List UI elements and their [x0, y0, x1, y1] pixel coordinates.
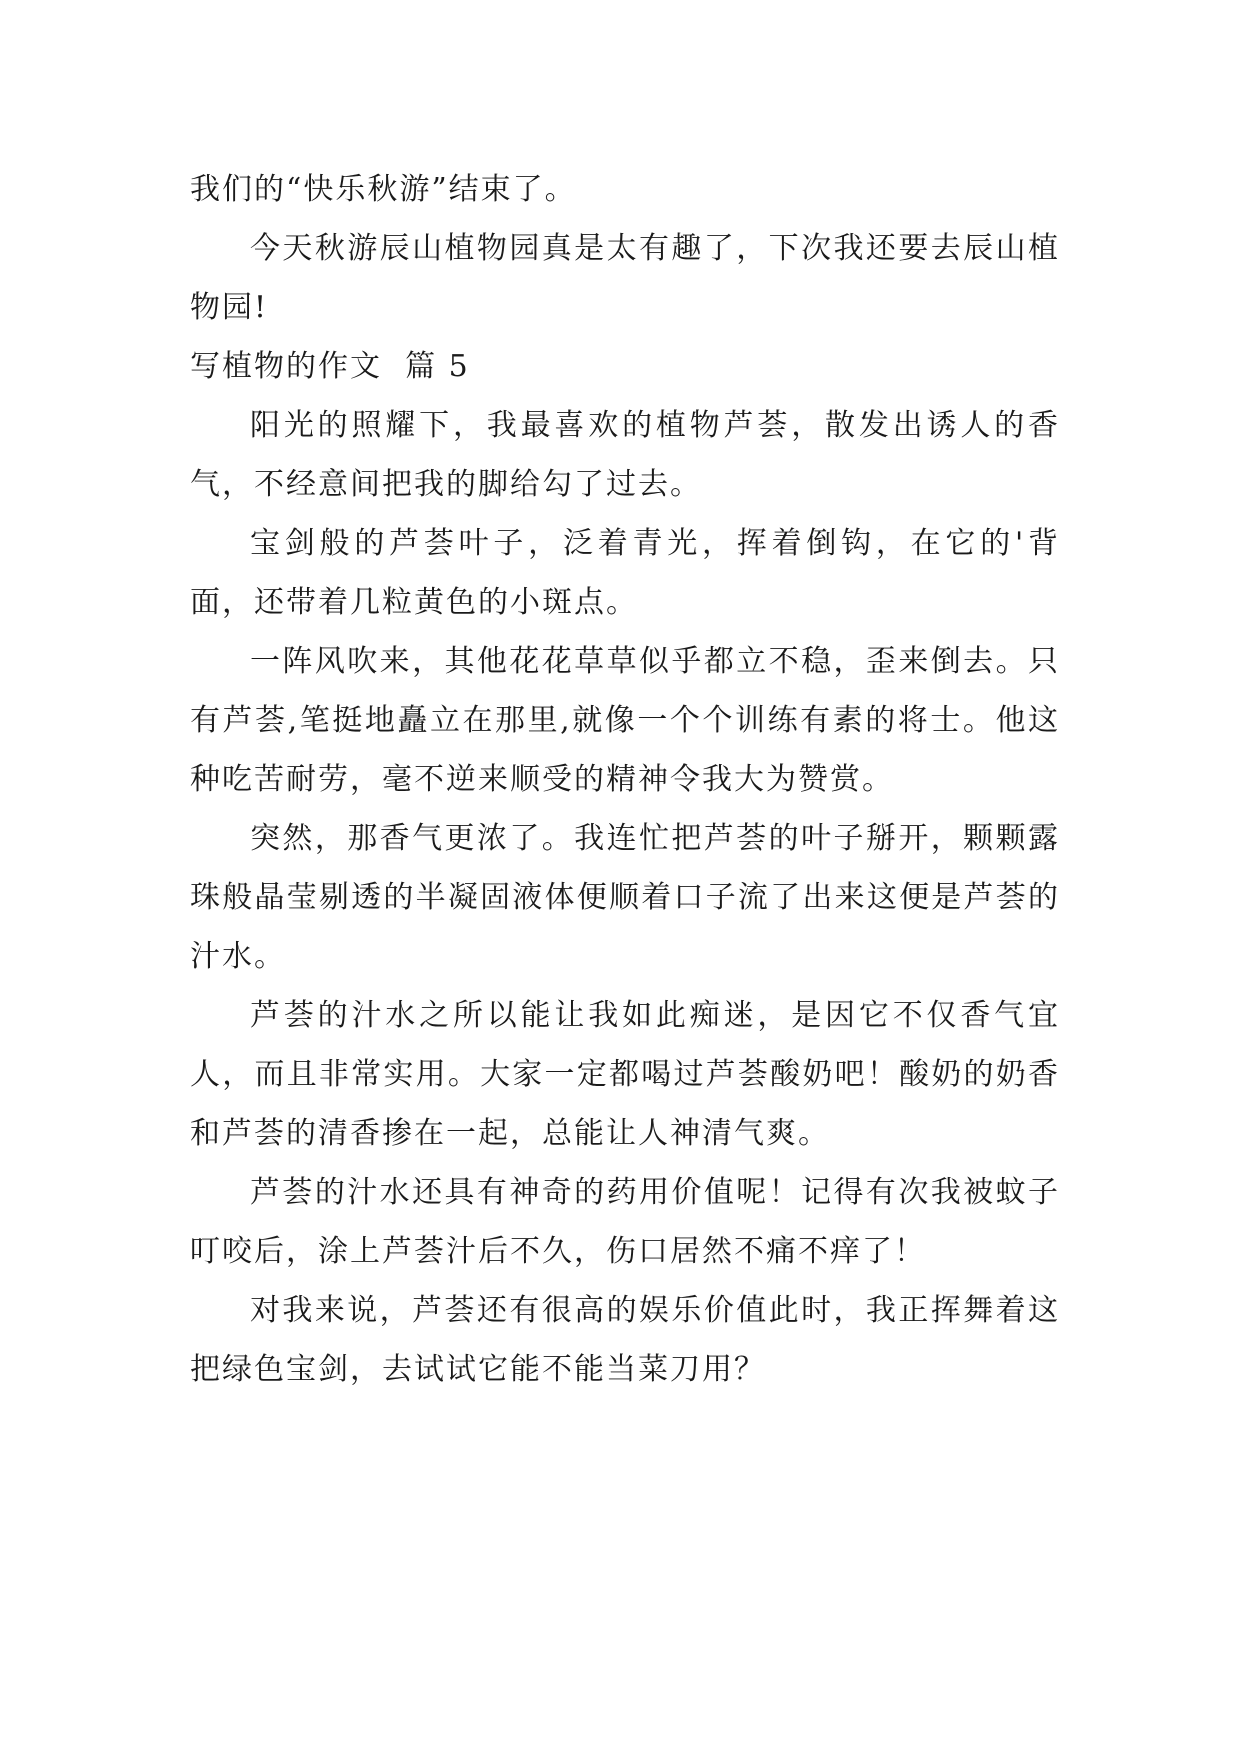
paragraph-4: 宝剑般的芦荟叶子，泛着青光，挥着倒钩，在它的'背面，还带着几粒黄色的小斑点。 [190, 526, 1060, 620]
paragraph-2: 今天秋游辰山植物园真是太有趣了，下次我还要去辰山植物园! [190, 231, 1060, 325]
paragraph-5: 一阵风吹来，其他花花草草似乎都立不稳，歪来倒去。只有芦荟,笔挺地矗立在那里,就像一个个训练有素的将士。他这种吃苦耐劳，毫不逆来顺受的精神令我大为赞赏。 [190, 644, 1060, 797]
paragraph-3: 阳光的照耀下，我最喜欢的植物芦荟，散发出诱人的香气，不经意间把我的脚给勾了过去。 [190, 408, 1060, 502]
document-body [190, 160, 1060, 1399]
paragraph-7: 芦荟的汁水之所以能让我如此痴迷，是因它不仅香气宜人，而且非常实用。大家一定都喝过芦荟酸奶吧！酸奶的奶香和芦荟的清香掺在一起，总能让人神清气爽。 [190, 998, 1060, 1151]
section-heading: 写植物的作文 篇 5 [190, 349, 470, 384]
paragraph-9: 对我来说，芦荟还有很高的娱乐价值此时，我正挥舞着这把绿色宝剑，去试试它能不能当菜刀用？ [190, 1293, 1060, 1387]
paragraph-8: 芦荟的汁水还具有神奇的药用价值呢！记得有次我被蚊子叮咬后，涂上芦荟汁后不久，伤口居然不痛不痒了！ [190, 1175, 1060, 1269]
paragraph-1: 我们的“快乐秋游”结束了。 [190, 172, 577, 207]
paragraph-6: 突然，那香气更浓了。我连忙把芦荟的叶子掰开，颗颗露珠般晶莹剔透的半凝固液体便顺着口子流了出来这便是芦荟的汁水。 [190, 821, 1060, 974]
